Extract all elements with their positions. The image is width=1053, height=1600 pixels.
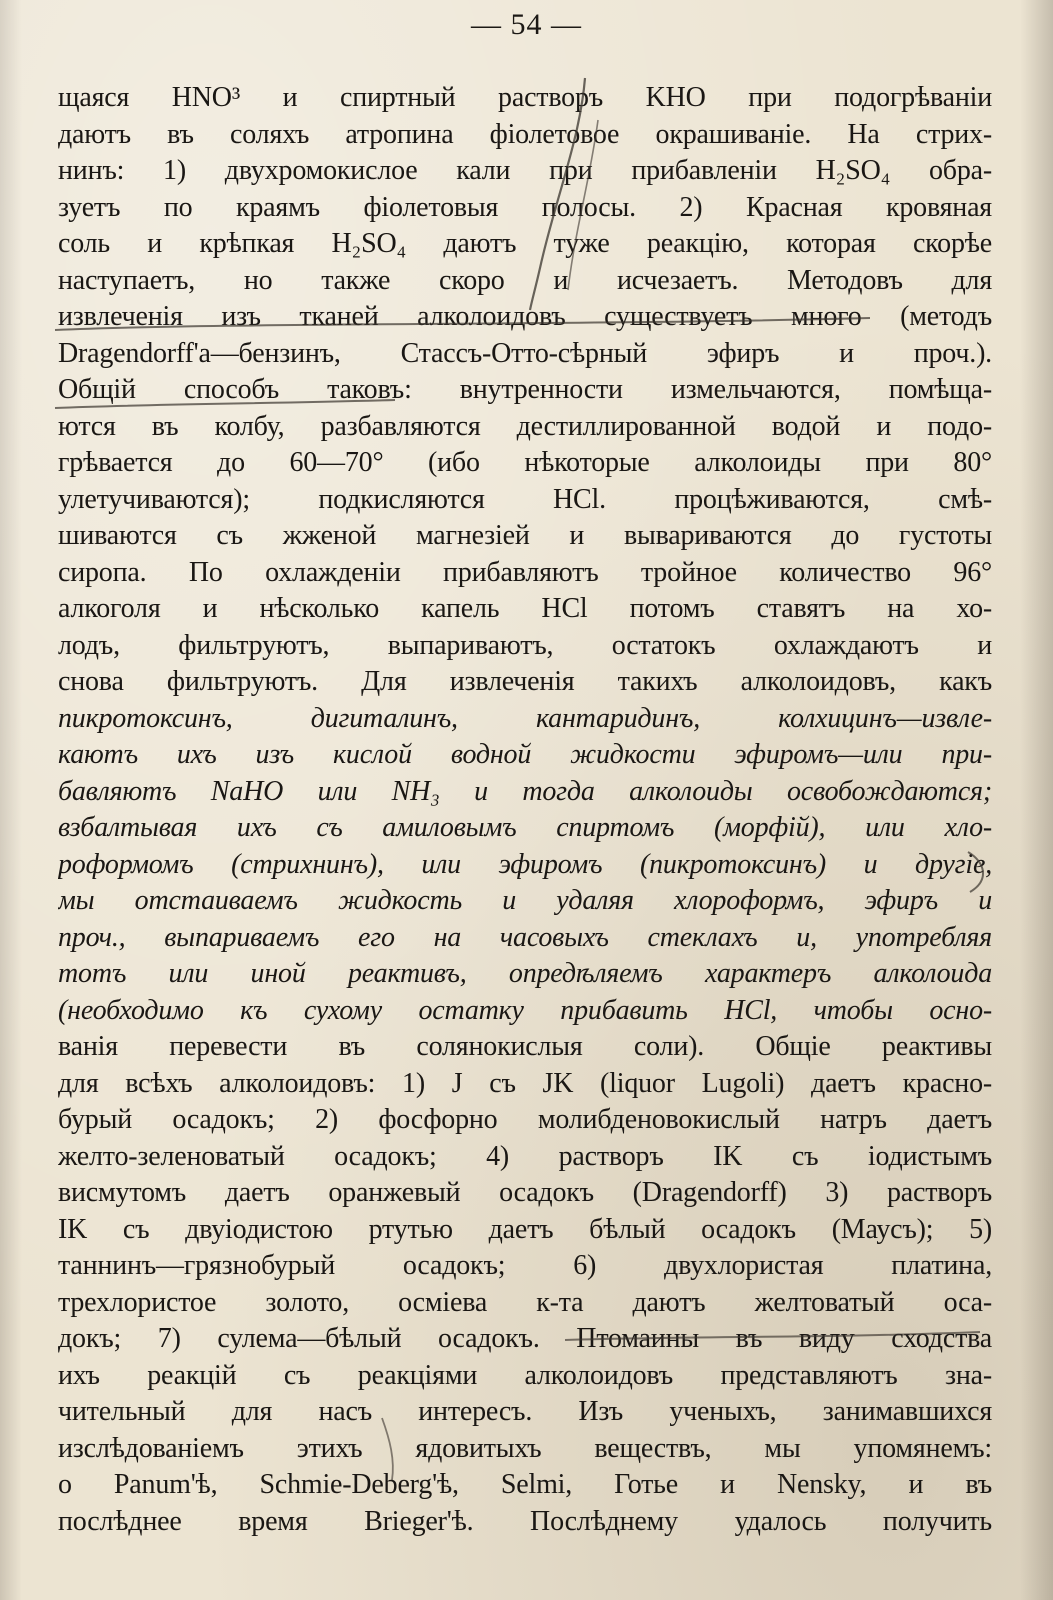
text-line: роформомъ (стрихнинъ), или эфиромъ (пикротоксинъ) и другіе, (58, 848, 992, 880)
text-line: трехлористое золото, осміева к-та даютъ желтоватый оса- (58, 1286, 992, 1318)
text-line: изслѣдованіемъ этихъ ядовитыхъ веществъ, мы упомянемъ: (58, 1432, 992, 1464)
text-line: проч., выпариваемъ его на часовыхъ стеклахъ и, употребляя (58, 921, 992, 953)
text-line: бавляютъ NaHO или NH₃ и тогда алколоиды освобождаются; (58, 775, 992, 807)
page-number: — 54 — (471, 8, 582, 41)
text-line: таннинъ—грязнобурый осадокъ; 6) двухлористая платина, (58, 1250, 992, 1281)
text-line: мы отстаиваемъ жидкость и удаляя хлороформъ, эфиръ и (58, 885, 992, 916)
text-line: чительный для насъ интересъ. Изъ ученыхъ, занимавшихся (58, 1396, 992, 1427)
text-line: Dragendorff'а—бензинъ, Стассъ-Отто-сѣрный эфиръ и проч.). (58, 337, 992, 369)
text-line: ванія перевести въ солянокислыя соли). Общіе реактивы (58, 1031, 992, 1062)
text-line: нинъ: 1) двухромокислое кали при прибавленіи H₂SO₄ обра- (58, 155, 992, 186)
text-line: зуетъ по краямъ фіолетовыя полосы. 2) Красная кровяная (58, 191, 992, 223)
text-line: докъ; 7) сулема—бѣлый осадокъ. Птомаины въ виду сходства (58, 1323, 992, 1354)
text-line: взбалтывая ихъ съ амиловымъ спиртомъ (морфій), или хло- (58, 812, 992, 843)
text-line: желто-зеленоватый осадокъ; 4) растворъ IK съ іодистымъ (58, 1140, 992, 1172)
text-line: наступаетъ, но также скоро и исчезаетъ. Методовъ для (58, 264, 992, 296)
text-line: снова фильтруютъ. Для извлеченія такихъ алколоидовъ, какъ (58, 666, 992, 697)
text-line: пикротоксинъ, дигиталинъ, кантаридинъ, колхицинъ—извле- (58, 702, 992, 734)
text-line: шиваются съ жженой магнезіей и вывариваются до густоты (58, 520, 992, 551)
text-line: каютъ ихъ изъ кислой водной жидкости эфиромъ—или при- (58, 739, 992, 770)
text-line: извлеченія изъ тканей алколоидовъ существуетъ много (методъ (58, 301, 992, 332)
text-line: для всѣхъ алколоидовъ: 1) J съ JK (liquor Lugoli) даетъ красно- (58, 1067, 992, 1099)
text-line: тотъ или иной реактивъ, опредѣляемъ характеръ алколоида (58, 958, 992, 989)
text-line: лодъ, фильтруютъ, выпариваютъ, остатокъ охлаждаютъ и (58, 629, 992, 661)
text-line: бурый осадокъ; 2) фосфорно молибденовокислый натръ даетъ (58, 1104, 992, 1135)
text-line: (необходимо къ сухому остатку прибавить HCl, чтобы осно- (58, 994, 992, 1026)
text-line: алкоголя и нѣсколько капель HCl потомъ ставятъ на хо- (58, 593, 992, 624)
body-text (58, 80, 992, 1580)
text-line: послѣднее время Brieger'ѣ. Послѣднему удалось получить (58, 1505, 992, 1537)
text-line: сиропа. По охлажденіи прибавляютъ тройное количество 96° (58, 556, 992, 588)
text-line: ются въ колбу, разбавляются дестиллированной водой и подо- (58, 410, 992, 442)
text-line: щаяся HNO³ и спиртный растворъ KHO при подогрѣваніи (58, 82, 992, 113)
text-line: улетучиваются); подкисляются HCl. процѣживаются, смѣ- (58, 483, 992, 515)
text-line: грѣвается до 60—70° (ибо нѣкоторые алколоиды при 80° (58, 447, 992, 478)
text-line: даютъ въ соляхъ атропина фіолетовое окрашиваніе. На стрих- (58, 118, 992, 150)
text-line: соль и крѣпкая H₂SO₄ даютъ туже реакцію, которая скорѣе (58, 228, 992, 259)
text-line: ихъ реакцій съ реакціями алколоидовъ представляютъ зна- (58, 1359, 992, 1391)
text-line: висмутомъ даетъ оранжевый осадокъ (Dragendorff) 3) растворъ (58, 1177, 992, 1208)
text-line: о Panum'ѣ, Schmie-Deberg'ѣ, Selmi, Готье и Nensky, и въ (58, 1469, 992, 1500)
text-line: IK съ двуіодистою ртутью даетъ бѣлый осадокъ (Маусъ); 5) (58, 1213, 992, 1245)
text-line: Общій способъ таковъ: внутренности измельчаются, помѣща- (58, 374, 992, 405)
